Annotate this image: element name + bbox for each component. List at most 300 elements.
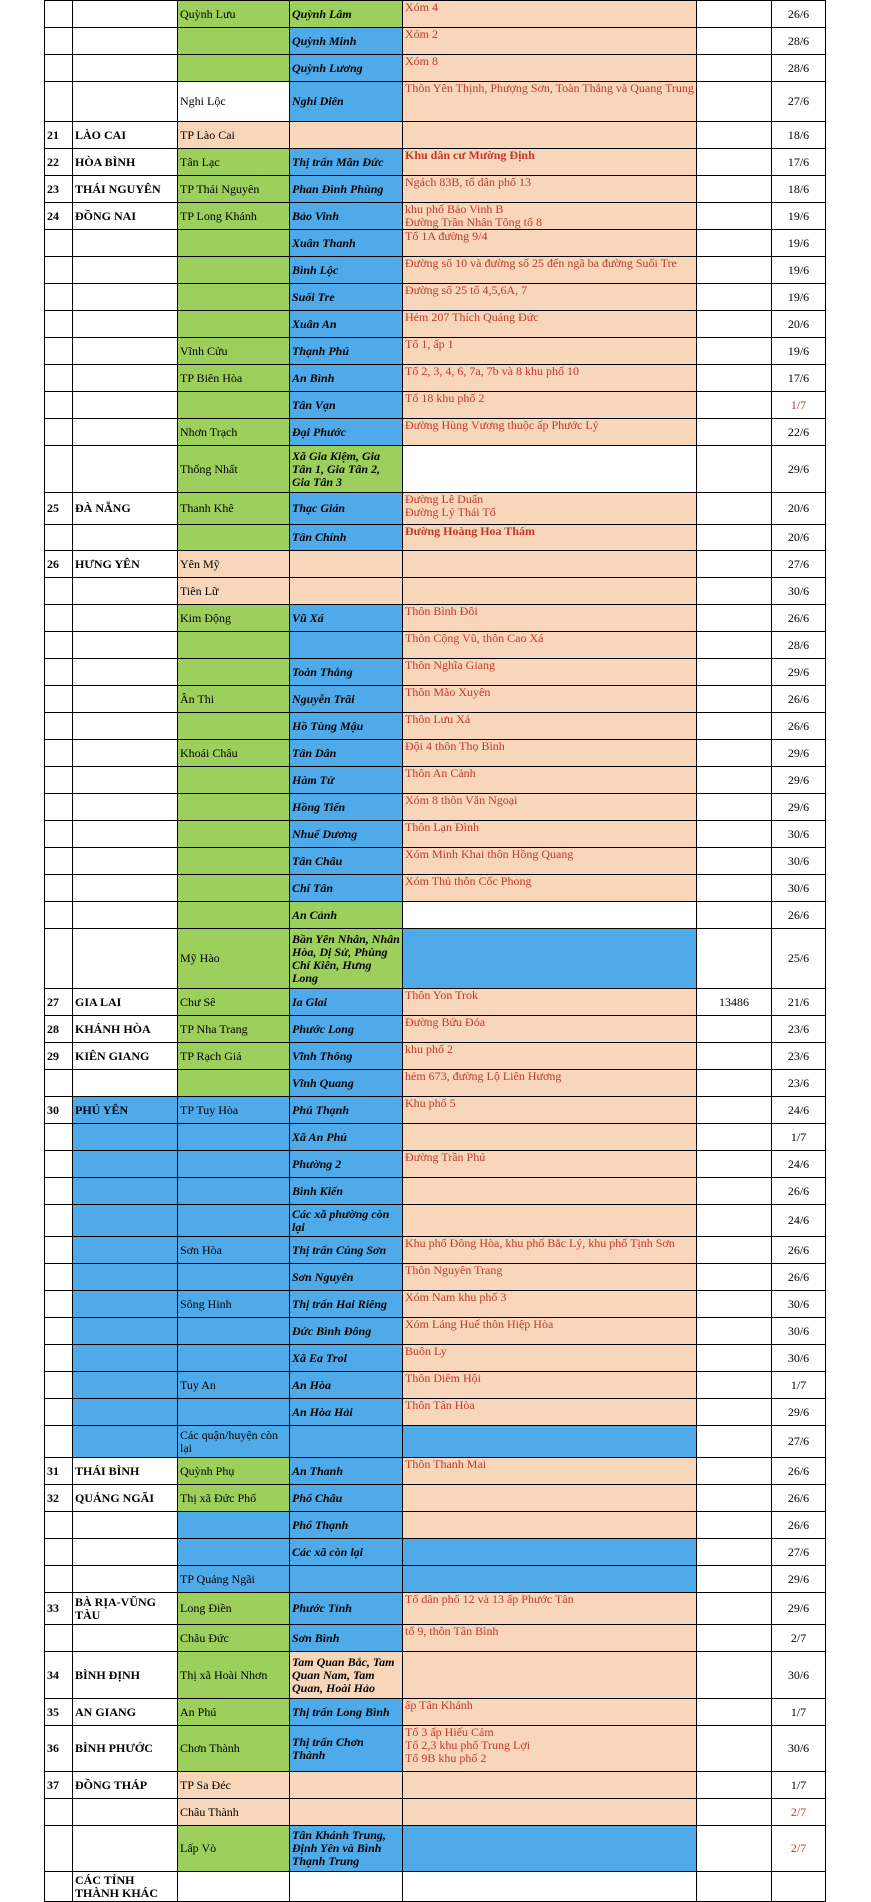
province-cell <box>73 929 178 989</box>
table-row <box>45 446 826 493</box>
case-id-cell <box>697 122 772 149</box>
province-cell <box>73 686 178 713</box>
table-row <box>45 1237 826 1264</box>
district-cell <box>178 392 290 419</box>
table-row <box>45 28 826 55</box>
row-number-cell <box>45 1264 73 1291</box>
province-cell <box>73 1178 178 1205</box>
case-id-cell <box>697 1485 772 1512</box>
case-id-cell <box>697 1124 772 1151</box>
district-cell: TP Sa Đéc <box>178 1772 290 1799</box>
area-cell: Xóm Láng Huế thôn Hiệp Hòa <box>403 1318 697 1345</box>
ward-cell: Thạc Gián <box>290 493 403 525</box>
province-cell <box>73 1291 178 1318</box>
case-id-cell <box>697 1458 772 1485</box>
district-cell <box>178 1205 290 1237</box>
date-cell: 28/6 <box>772 55 826 82</box>
district-cell: Kim Động <box>178 605 290 632</box>
case-id-cell <box>697 365 772 392</box>
province-cell <box>73 365 178 392</box>
ward-cell: Thạnh Phú <box>290 338 403 365</box>
case-id-cell <box>697 1625 772 1652</box>
ward-cell: Bình Lộc <box>290 257 403 284</box>
case-id-cell <box>697 1016 772 1043</box>
district-cell: Sông Hinh <box>178 1291 290 1318</box>
case-id-cell <box>697 767 772 794</box>
date-cell: 29/6 <box>772 794 826 821</box>
province-cell: AN GIANG <box>73 1699 178 1726</box>
province-cell: ĐÀ NẴNG <box>73 493 178 525</box>
district-cell: TP Long Khánh <box>178 203 290 230</box>
province-cell <box>73 1512 178 1539</box>
ward-cell: Thị trấn Chơn Thành <box>290 1726 403 1772</box>
area-cell <box>403 902 697 929</box>
area-cell: Buôn Ly <box>403 1345 697 1372</box>
province-cell: HƯNG YÊN <box>73 551 178 578</box>
table-row <box>45 875 826 902</box>
district-cell: Vĩnh Cửu <box>178 338 290 365</box>
area-cell <box>403 1566 697 1593</box>
row-number-cell <box>45 632 73 659</box>
outbreak-area-table-container <box>44 0 825 1902</box>
case-id-cell <box>697 176 772 203</box>
table-row <box>45 1458 826 1485</box>
case-id-cell <box>697 1 772 28</box>
area-cell: Đường Hùng Vương thuộc ấp Phước Lý <box>403 419 697 446</box>
table-row <box>45 1699 826 1726</box>
date-cell: 30/6 <box>772 848 826 875</box>
date-cell: 30/6 <box>772 1318 826 1345</box>
row-number-cell <box>45 1345 73 1372</box>
area-cell <box>403 122 697 149</box>
date-cell: 20/6 <box>772 311 826 338</box>
date-cell: 19/6 <box>772 257 826 284</box>
province-cell <box>73 284 178 311</box>
row-number-cell <box>45 1512 73 1539</box>
case-id-cell <box>697 1512 772 1539</box>
area-cell <box>403 1539 697 1566</box>
case-id-cell <box>697 230 772 257</box>
area-cell <box>403 1205 697 1237</box>
ward-cell: Tân Châu <box>290 848 403 875</box>
case-id-cell <box>697 1772 772 1799</box>
district-cell: Chư Sê <box>178 989 290 1016</box>
ward-cell: Vĩnh Quang <box>290 1070 403 1097</box>
ward-cell: An Hòa Hải <box>290 1399 403 1426</box>
date-cell: 29/6 <box>772 1593 826 1625</box>
province-cell <box>73 419 178 446</box>
table-row <box>45 848 826 875</box>
table-row <box>45 176 826 203</box>
area-cell: Thôn Lưu Xá <box>403 713 697 740</box>
row-number-cell: 34 <box>45 1652 73 1699</box>
ward-cell: Toàn Thắng <box>290 659 403 686</box>
case-id-cell <box>697 338 772 365</box>
table-row <box>45 1 826 28</box>
area-cell: Tổ 1, ấp 1 <box>403 338 697 365</box>
row-number-cell <box>45 686 73 713</box>
row-number-cell: 26 <box>45 551 73 578</box>
row-number-cell <box>45 1205 73 1237</box>
ward-cell: Thị trấn Củng Sơn <box>290 1237 403 1264</box>
case-id-cell <box>697 1237 772 1264</box>
district-cell <box>178 1512 290 1539</box>
date-cell: 30/6 <box>772 1726 826 1772</box>
province-cell <box>73 82 178 122</box>
province-cell <box>73 1566 178 1593</box>
ward-cell: Tam Quan Bắc, Tam Quan Nam, Tam Quan, Hoài Hảo <box>290 1652 403 1699</box>
row-number-cell <box>45 1399 73 1426</box>
province-cell <box>73 875 178 902</box>
province-cell <box>73 55 178 82</box>
table-row <box>45 203 826 230</box>
date-cell: 26/6 <box>772 1485 826 1512</box>
ward-cell <box>290 1566 403 1593</box>
case-id-cell <box>697 28 772 55</box>
table-row <box>45 1593 826 1625</box>
area-cell <box>403 1652 697 1699</box>
row-number-cell <box>45 1237 73 1264</box>
row-number-cell <box>45 257 73 284</box>
ward-cell: Xã An Phú <box>290 1124 403 1151</box>
area-cell: Đường Trần Phú <box>403 1151 697 1178</box>
province-cell <box>73 1237 178 1264</box>
ward-cell <box>290 1772 403 1799</box>
province-cell <box>73 821 178 848</box>
province-cell <box>73 1399 178 1426</box>
province-cell: LÀO CAI <box>73 122 178 149</box>
province-cell <box>73 713 178 740</box>
row-number-cell <box>45 740 73 767</box>
area-cell: Thôn Bình Đôi <box>403 605 697 632</box>
row-number-cell <box>45 605 73 632</box>
row-number-cell <box>45 578 73 605</box>
row-number-cell <box>45 392 73 419</box>
ward-cell: Tân Khánh Trung, Định Yên và Bình Thạnh Trung <box>290 1826 403 1872</box>
date-cell: 21/6 <box>772 989 826 1016</box>
ward-cell <box>290 578 403 605</box>
case-id-cell <box>697 392 772 419</box>
date-cell: 29/6 <box>772 1566 826 1593</box>
district-cell <box>178 1399 290 1426</box>
area-cell <box>403 1178 697 1205</box>
table-row <box>45 1124 826 1151</box>
row-number-cell: 25 <box>45 493 73 525</box>
date-cell: 24/6 <box>772 1205 826 1237</box>
district-cell <box>178 659 290 686</box>
date-cell: 24/6 <box>772 1097 826 1124</box>
row-number-cell <box>45 1426 73 1458</box>
district-cell: TP Rạch Giá <box>178 1043 290 1070</box>
district-cell <box>178 794 290 821</box>
table-row <box>45 1512 826 1539</box>
district-cell: Quỳnh Phụ <box>178 1458 290 1485</box>
ward-cell: An Cảnh <box>290 902 403 929</box>
case-id-cell <box>697 82 772 122</box>
district-cell <box>178 713 290 740</box>
district-cell: Mỹ Hào <box>178 929 290 989</box>
table-row <box>45 1345 826 1372</box>
province-cell: QUẢNG NGÃI <box>73 1485 178 1512</box>
row-number-cell <box>45 1826 73 1872</box>
row-number-cell: 37 <box>45 1772 73 1799</box>
district-cell: Ân Thi <box>178 686 290 713</box>
area-cell: Thôn Diêm Hội <box>403 1372 697 1399</box>
table-row <box>45 1485 826 1512</box>
case-id-cell <box>697 149 772 176</box>
province-cell <box>73 446 178 493</box>
row-number-cell <box>45 55 73 82</box>
date-cell: 2/7 <box>772 1799 826 1826</box>
ward-cell: Suối Tre <box>290 284 403 311</box>
area-cell: Thôn Yon Trok <box>403 989 697 1016</box>
ward-cell: Vũ Xá <box>290 605 403 632</box>
area-cell <box>403 1485 697 1512</box>
ward-cell <box>290 632 403 659</box>
ward-cell: Đại Phước <box>290 419 403 446</box>
case-id-cell <box>697 419 772 446</box>
district-cell: An Phú <box>178 1699 290 1726</box>
area-cell: Đường Bửu Đóa <box>403 1016 697 1043</box>
table-row <box>45 1264 826 1291</box>
ward-cell: Xuân An <box>290 311 403 338</box>
district-cell <box>178 875 290 902</box>
case-id-cell <box>697 1652 772 1699</box>
table-row <box>45 713 826 740</box>
area-cell: Xóm Minh Khai thôn Hồng Quang <box>403 848 697 875</box>
row-number-cell: 32 <box>45 1485 73 1512</box>
province-cell <box>73 311 178 338</box>
province-cell <box>73 1205 178 1237</box>
row-number-cell <box>45 1539 73 1566</box>
ward-cell <box>290 1799 403 1826</box>
table-row <box>45 686 826 713</box>
case-id-cell <box>697 794 772 821</box>
row-number-cell <box>45 1799 73 1826</box>
date-cell: 26/6 <box>772 1512 826 1539</box>
area-cell: hẻm 673, đường Lộ Liên Hương <box>403 1070 697 1097</box>
date-cell: 26/6 <box>772 1264 826 1291</box>
date-cell: 1/7 <box>772 392 826 419</box>
ward-cell: Đức Bình Đông <box>290 1318 403 1345</box>
area-cell <box>403 1826 697 1872</box>
area-cell <box>403 551 697 578</box>
row-number-cell <box>45 659 73 686</box>
ward-cell: Quỳnh Lâm <box>290 1 403 28</box>
area-cell <box>403 1772 697 1799</box>
table-row <box>45 230 826 257</box>
ward-cell: An Hòa <box>290 1372 403 1399</box>
ward-cell: Vĩnh Thông <box>290 1043 403 1070</box>
case-id-cell <box>697 929 772 989</box>
row-number-cell <box>45 82 73 122</box>
province-cell <box>73 605 178 632</box>
table-row <box>45 632 826 659</box>
row-number-cell <box>45 525 73 551</box>
row-number-cell <box>45 1 73 28</box>
row-number-cell <box>45 1124 73 1151</box>
date-cell: 29/6 <box>772 659 826 686</box>
date-cell: 23/6 <box>772 1016 826 1043</box>
district-cell <box>178 55 290 82</box>
district-cell: TP Quảng Ngãi <box>178 1566 290 1593</box>
date-cell: 1/7 <box>772 1124 826 1151</box>
province-cell <box>73 578 178 605</box>
date-cell: 29/6 <box>772 1399 826 1426</box>
date-cell: 29/6 <box>772 740 826 767</box>
ward-cell: Sơn Nguyên <box>290 1264 403 1291</box>
district-cell: Thị xã Hoài Nhơn <box>178 1652 290 1699</box>
date-cell: 1/7 <box>772 1772 826 1799</box>
area-cell: Xóm 4 <box>403 1 697 28</box>
area-cell: Thôn Thanh Mai <box>403 1458 697 1485</box>
row-number-cell <box>45 794 73 821</box>
district-cell <box>178 230 290 257</box>
district-cell: TP Thái Nguyên <box>178 176 290 203</box>
table-row <box>45 1178 826 1205</box>
row-number-cell <box>45 28 73 55</box>
area-cell: Thôn Yên Thịnh, Phượng Sơn, Toàn Thắng và Quang Trung <box>403 82 697 122</box>
date-cell: 20/6 <box>772 493 826 525</box>
ward-cell <box>290 551 403 578</box>
date-cell: 17/6 <box>772 149 826 176</box>
area-cell: tổ 9, thôn Tân Bình <box>403 1625 697 1652</box>
table-row <box>45 149 826 176</box>
ward-cell: Tân Dân <box>290 740 403 767</box>
province-cell: THÁI BÌNH <box>73 1458 178 1485</box>
date-cell: 30/6 <box>772 821 826 848</box>
case-id-cell <box>697 1070 772 1097</box>
row-number-cell <box>45 1872 73 1902</box>
date-cell: 26/6 <box>772 1178 826 1205</box>
ward-cell: Phổ Châu <box>290 1485 403 1512</box>
case-id-cell <box>697 55 772 82</box>
district-cell <box>178 1539 290 1566</box>
row-number-cell <box>45 446 73 493</box>
table-row <box>45 1205 826 1237</box>
case-id-cell <box>697 1699 772 1726</box>
province-cell <box>73 1070 178 1097</box>
table-row <box>45 929 826 989</box>
district-cell: TP Biên Hòa <box>178 365 290 392</box>
case-id-cell <box>697 605 772 632</box>
province-cell <box>73 1625 178 1652</box>
table-row <box>45 1372 826 1399</box>
ward-cell: Sơn Bình <box>290 1625 403 1652</box>
province-cell <box>73 392 178 419</box>
table-row <box>45 551 826 578</box>
ward-cell: Xuân Thanh <box>290 230 403 257</box>
table-row <box>45 1151 826 1178</box>
date-cell: 19/6 <box>772 230 826 257</box>
district-cell: TP Tuy Hòa <box>178 1097 290 1124</box>
date-cell: 17/6 <box>772 365 826 392</box>
case-id-cell <box>697 1291 772 1318</box>
district-cell: Tân Lạc <box>178 149 290 176</box>
area-cell: Thôn Nghĩa Giang <box>403 659 697 686</box>
table-row <box>45 1799 826 1826</box>
district-cell <box>178 525 290 551</box>
case-id-cell <box>697 659 772 686</box>
case-id-cell <box>697 1345 772 1372</box>
ward-cell: Hồ Tùng Mậu <box>290 713 403 740</box>
table-row <box>45 392 826 419</box>
table-row <box>45 767 826 794</box>
ward-cell: Phan Đình Phùng <box>290 176 403 203</box>
district-cell: Long Điền <box>178 1593 290 1625</box>
date-cell: 22/6 <box>772 419 826 446</box>
date-cell: 30/6 <box>772 875 826 902</box>
date-cell: 24/6 <box>772 1151 826 1178</box>
case-id-cell <box>697 1264 772 1291</box>
date-cell: 30/6 <box>772 1345 826 1372</box>
ward-cell: Thị trấn Long Bình <box>290 1699 403 1726</box>
table-row <box>45 1539 826 1566</box>
table-row <box>45 659 826 686</box>
row-number-cell: 35 <box>45 1699 73 1726</box>
district-cell: Tiên Lữ <box>178 578 290 605</box>
area-cell: Tổ 18 khu phố 2 <box>403 392 697 419</box>
date-cell <box>772 1872 826 1902</box>
case-id-cell <box>697 578 772 605</box>
province-cell <box>73 659 178 686</box>
ward-cell: An Thanh <box>290 1458 403 1485</box>
ward-cell: Các xã còn lại <box>290 1539 403 1566</box>
table-row <box>45 1625 826 1652</box>
province-cell: BÌNH PHƯỚC <box>73 1726 178 1772</box>
case-id-cell <box>697 1205 772 1237</box>
date-cell: 2/7 <box>772 1625 826 1652</box>
district-cell <box>178 767 290 794</box>
row-number-cell <box>45 230 73 257</box>
row-number-cell <box>45 713 73 740</box>
date-cell: 28/6 <box>772 28 826 55</box>
district-cell <box>178 1178 290 1205</box>
case-id-cell <box>697 551 772 578</box>
area-cell: ấp Tân Khánh <box>403 1699 697 1726</box>
ward-cell: Xã Ea Trol <box>290 1345 403 1372</box>
district-cell: Tuy An <box>178 1372 290 1399</box>
area-cell: Thôn Nguyên Trang <box>403 1264 697 1291</box>
area-cell <box>403 1799 697 1826</box>
case-id-cell <box>697 902 772 929</box>
district-cell: Thanh Khê <box>178 493 290 525</box>
ward-cell: Tân Vạn <box>290 392 403 419</box>
table-row <box>45 1426 826 1458</box>
date-cell: 29/6 <box>772 767 826 794</box>
area-cell: Thôn Tân Hòa <box>403 1399 697 1426</box>
district-cell <box>178 1872 290 1902</box>
province-cell: BÌNH ĐỊNH <box>73 1652 178 1699</box>
row-number-cell <box>45 419 73 446</box>
case-id-cell <box>697 1799 772 1826</box>
province-cell <box>73 1124 178 1151</box>
ward-cell: Hàm Tử <box>290 767 403 794</box>
case-id-cell <box>697 1539 772 1566</box>
date-cell: 26/6 <box>772 605 826 632</box>
table-row <box>45 740 826 767</box>
row-number-cell <box>45 1566 73 1593</box>
row-number-cell: 28 <box>45 1016 73 1043</box>
area-cell: Hẻm 207 Thích Quảng Đức <box>403 311 697 338</box>
table-row <box>45 1291 826 1318</box>
row-number-cell: 29 <box>45 1043 73 1070</box>
area-cell: Tổ 3 ấp Hiếu Cảm Tổ 2,3 khu phố Trung Lợi Tổ 9B khu phố 2 <box>403 1726 697 1772</box>
date-cell: 18/6 <box>772 122 826 149</box>
district-cell: Chơn Thành <box>178 1726 290 1772</box>
province-cell <box>73 1826 178 1872</box>
case-id-cell: 13486 <box>697 989 772 1016</box>
